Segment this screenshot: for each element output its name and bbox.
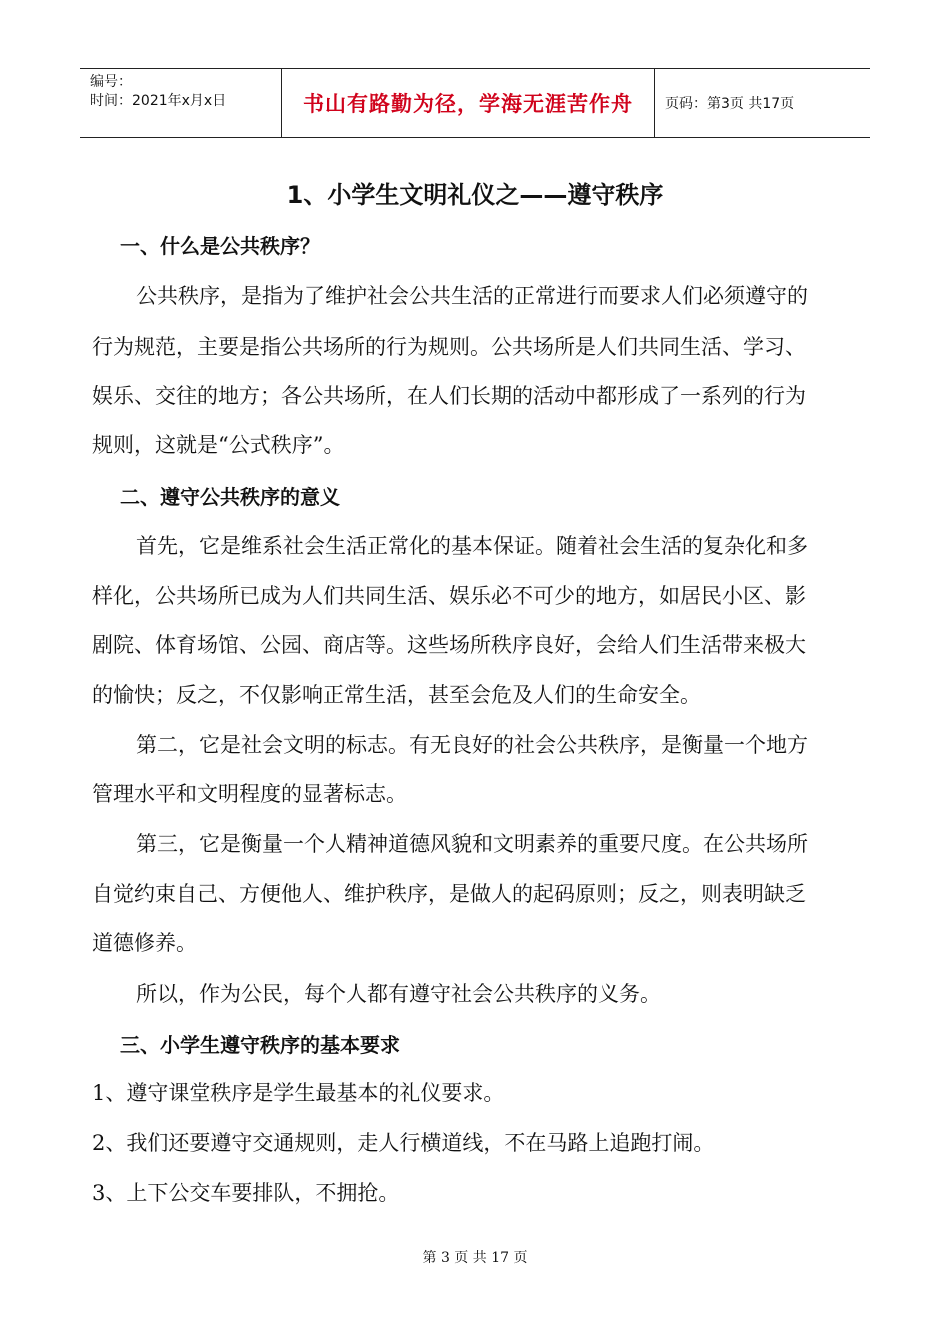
page-header xyxy=(80,68,870,138)
list-item: 2、我们还要遵守交通规则，走人行横道线，不在马路上追跑打闹。 xyxy=(92,1131,715,1155)
paragraph-line: 公共秩序，是指为了维护社会公共生活的正常进行而要求人们必须遵守的 xyxy=(136,284,808,308)
section-heading-1: 一、什么是公共秩序？ xyxy=(120,234,320,258)
section-heading-2: 二、遵守公共秩序的意义 xyxy=(120,485,340,509)
page-footer: 第 3 页 共 17 页 xyxy=(422,1250,528,1266)
paragraph-line: 娱乐、交往的地方；各公共场所，在人们长期的活动中都形成了一系列的行为 xyxy=(92,384,806,408)
paragraph-line: 剧院、体育场馆、公园、商店等。这些场所秩序良好，会给人们生活带来极大 xyxy=(92,633,806,657)
header-motto: 书山有路勤为径，学海无涯苦作舟 xyxy=(282,69,655,137)
paragraph-line: 道德修养。 xyxy=(92,931,197,955)
paragraph-line: 第三，它是衡量一个人精神道德风貌和文明素养的重要尺度。在公共场所 xyxy=(136,832,808,856)
list-item: 1、遵守课堂秩序是学生最基本的礼仪要求。 xyxy=(92,1081,505,1105)
paragraph-line: 首先，它是维系社会生活正常化的基本保证。随着社会生活的复杂化和多 xyxy=(136,534,808,558)
paragraph-line: 样化，公共场所已成为人们共同生活、娱乐必不可少的地方，如居民小区、影 xyxy=(92,584,806,608)
number-label: 编号： xyxy=(90,74,132,90)
paragraph-line: 自觉约束自己、方便他人、维护秩序，是做人的起码原则；反之，则表明缺乏 xyxy=(92,882,806,906)
time-label: 时间：2021年x月x日 xyxy=(90,93,227,109)
document-title: 1、小学生文明礼仪之——遵守秩序 xyxy=(286,181,664,209)
header-page-info: 页码：第3页 共17页 xyxy=(665,96,795,112)
list-item: 3、上下公交车要排队，不拥抢。 xyxy=(92,1181,400,1205)
header-meta xyxy=(80,69,282,137)
paragraph-line: 规则，这就是“公式秩序”。 xyxy=(92,433,345,457)
paragraph-line: 第二，它是社会文明的标志。有无良好的社会公共秩序，是衡量一个地方 xyxy=(136,733,808,757)
section-heading-3: 三、小学生遵守秩序的基本要求 xyxy=(120,1033,400,1057)
paragraph-line: 管理水平和文明程度的显著标志。 xyxy=(92,782,407,806)
paragraph-line: 的愉快；反之，不仅影响正常生活，甚至会危及人们的生命安全。 xyxy=(92,683,701,707)
paragraph-line: 所以，作为公民，每个人都有遵守社会公共秩序的义务。 xyxy=(136,982,661,1006)
paragraph-line: 行为规范，主要是指公共场所的行为规则。公共场所是人们共同生活、学习、 xyxy=(92,335,806,359)
